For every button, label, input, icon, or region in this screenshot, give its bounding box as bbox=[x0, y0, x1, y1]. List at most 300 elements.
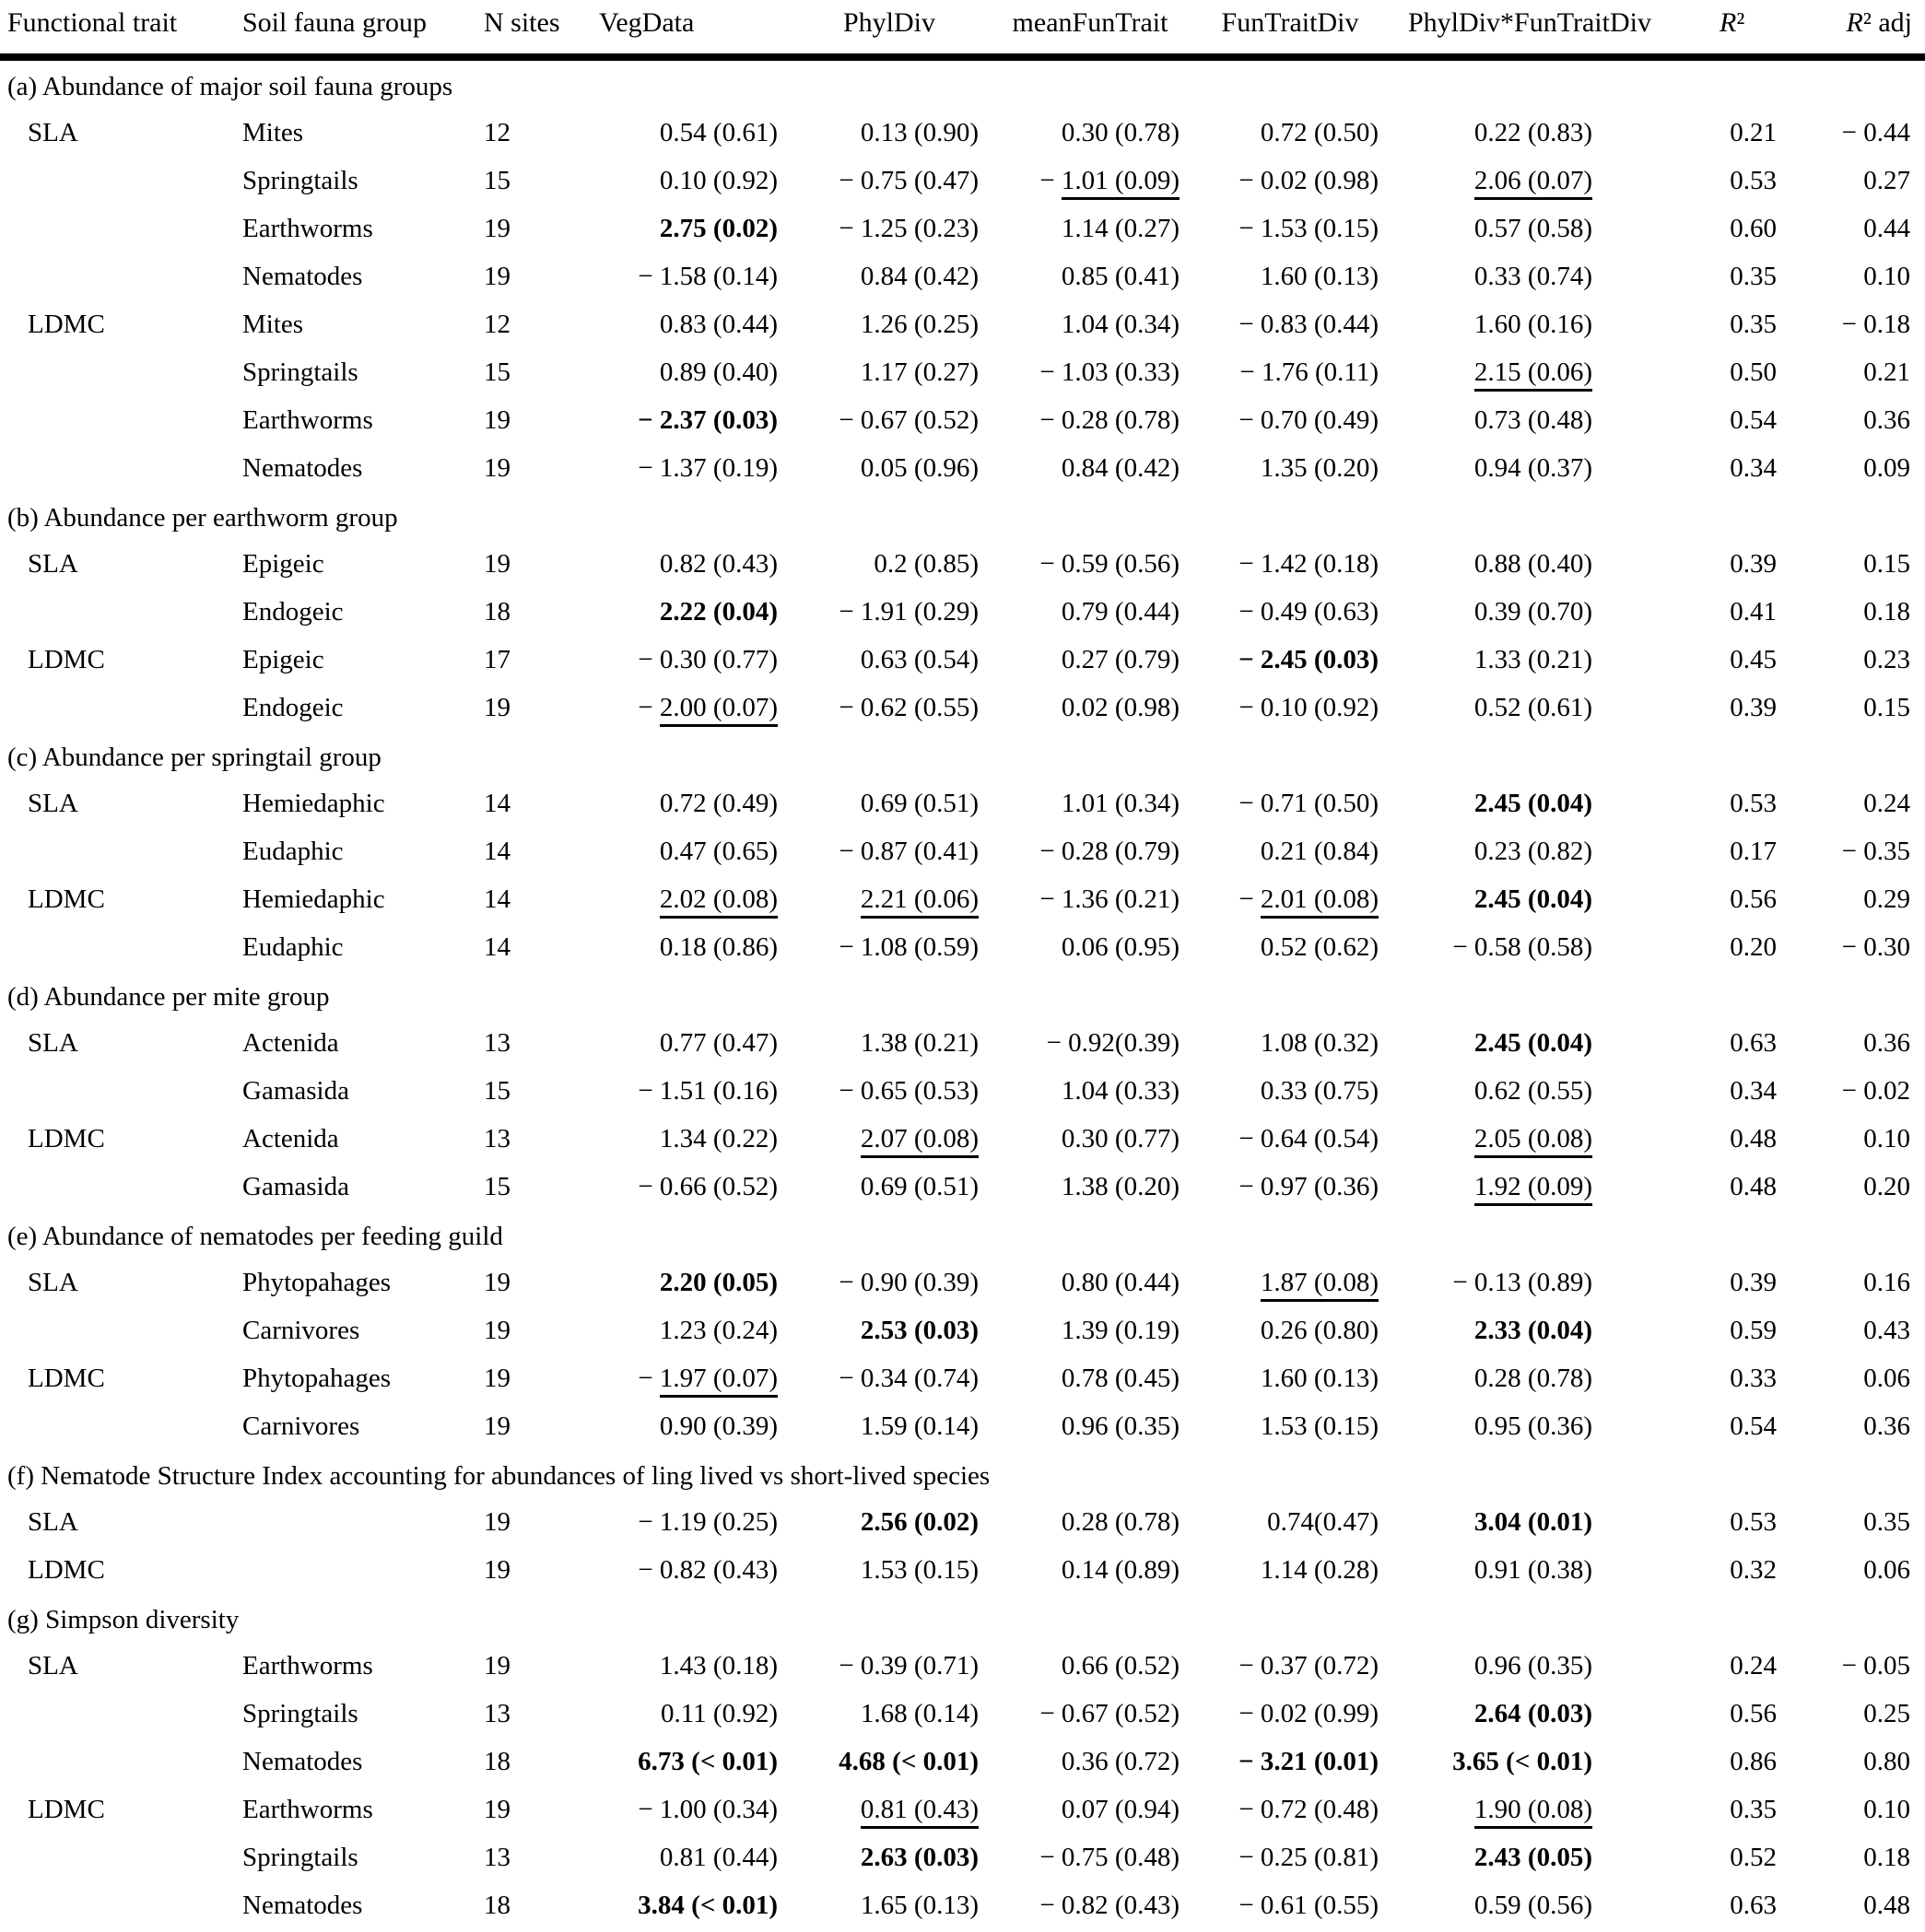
cell-funtraitdiv: 0.52 (0.62) bbox=[1260, 931, 1379, 962]
cell-n-sites: 15 bbox=[484, 1075, 511, 1106]
cell-vegdata: 1.23 (0.24) bbox=[659, 1315, 778, 1345]
cell-r2-adj: − 0.02 bbox=[1841, 1075, 1910, 1106]
underlined-value: 0.81 (0.43) bbox=[861, 1795, 979, 1829]
table-row bbox=[0, 1690, 1925, 1738]
cell-soil-fauna-group: Epigeic bbox=[242, 548, 324, 579]
cell-n-sites: 13 bbox=[484, 1698, 511, 1728]
cell-funtraitdiv bbox=[1191, 1259, 1390, 1306]
cell-r2-adj: − 0.18 bbox=[1841, 309, 1910, 339]
cell-functional-trait: SLA bbox=[28, 788, 78, 818]
cell-meanfuntrait: 0.78 (0.45) bbox=[1061, 1363, 1180, 1393]
cell-functional-trait: LDMC bbox=[28, 884, 105, 914]
table-row bbox=[0, 205, 1925, 252]
cell-phyldiv: − 0.34 (0.74) bbox=[839, 1363, 979, 1393]
table-row bbox=[0, 1163, 1925, 1211]
cell-functional-trait bbox=[0, 923, 233, 971]
cell-functional-trait bbox=[0, 444, 233, 492]
underlined-value: 1.90 (0.08) bbox=[1474, 1795, 1592, 1829]
cell-vegdata: − 1.97 (0.07) bbox=[588, 1354, 789, 1402]
underlined-value: 1.01 (0.09) bbox=[1062, 166, 1180, 200]
cell-functional-trait bbox=[0, 157, 233, 205]
cell-meanfuntrait: 0.07 (0.94) bbox=[1061, 1794, 1180, 1824]
cell-funtraitdiv: − 1.42 (0.18) bbox=[1238, 548, 1379, 579]
cell-soil-fauna-group: Earthworms bbox=[242, 1794, 373, 1824]
cell-phyldiv: 1.65 (0.13) bbox=[860, 1890, 979, 1920]
cell-r2: 0.39 bbox=[1730, 1267, 1777, 1297]
cell-vegdata bbox=[588, 396, 789, 444]
cell-phyldiv-funtraitdiv bbox=[1390, 157, 1694, 205]
bold-value: − 2.45 (0.03) bbox=[1238, 644, 1379, 674]
cell-vegdata: 0.83 (0.44) bbox=[659, 309, 778, 339]
bold-value: 2.33 (0.04) bbox=[1473, 1315, 1592, 1345]
cell-functional-trait: SLA bbox=[28, 1027, 78, 1058]
cell-r2: 0.53 bbox=[1730, 165, 1777, 195]
cell-meanfuntrait: 0.85 (0.41) bbox=[1061, 261, 1180, 291]
cell-n-sites: 14 bbox=[484, 788, 511, 818]
cell-phyldiv-funtraitdiv: 1.33 (0.21) bbox=[1473, 644, 1592, 674]
cell-meanfuntrait: − 0.28 (0.79) bbox=[1039, 836, 1180, 866]
cell-vegdata bbox=[588, 1259, 789, 1306]
cell-meanfuntrait: − 0.75 (0.48) bbox=[1039, 1842, 1180, 1872]
section-header-row bbox=[0, 1211, 1925, 1259]
cell-n-sites: 19 bbox=[484, 692, 511, 722]
table-row bbox=[0, 396, 1925, 444]
section-label: (f) Nematode Structure Index accounting for abundances of ling lived vs short-lived species bbox=[7, 1460, 991, 1491]
cell-soil-fauna-group bbox=[233, 1546, 475, 1594]
table-row bbox=[0, 1067, 1925, 1115]
cell-vegdata: − 0.66 (0.52) bbox=[638, 1171, 778, 1201]
column-header-phyldiv: PhylDiv bbox=[789, 0, 990, 57]
cell-vegdata: 0.89 (0.40) bbox=[659, 357, 778, 387]
cell-soil-fauna-group: Earthworms bbox=[242, 213, 373, 243]
cell-r2: 0.63 bbox=[1730, 1027, 1777, 1058]
cell-phyldiv bbox=[789, 875, 990, 923]
cell-r2-adj: 0.15 bbox=[1863, 548, 1910, 579]
table-row bbox=[0, 252, 1925, 300]
cell-r2: 0.21 bbox=[1730, 117, 1777, 147]
table-row bbox=[0, 1786, 1925, 1833]
cell-phyldiv-funtraitdiv: 0.57 (0.58) bbox=[1473, 213, 1592, 243]
section-label: (b) Abundance per earthworm group bbox=[7, 502, 398, 533]
cell-soil-fauna-group: Springtails bbox=[242, 357, 358, 387]
cell-functional-trait: SLA bbox=[28, 548, 78, 579]
cell-phyldiv-funtraitdiv bbox=[1390, 1306, 1694, 1354]
cell-phyldiv bbox=[789, 1115, 990, 1163]
cell-functional-trait bbox=[0, 396, 233, 444]
cell-functional-trait: LDMC bbox=[28, 309, 105, 339]
cell-funtraitdiv: − 0.97 (0.36) bbox=[1238, 1171, 1379, 1201]
cell-phyldiv-funtraitdiv bbox=[1390, 875, 1694, 923]
cell-soil-fauna-group: Endogeic bbox=[242, 692, 344, 722]
cell-phyldiv: 0.84 (0.42) bbox=[860, 261, 979, 291]
cell-phyldiv: 0.2 (0.85) bbox=[874, 548, 979, 579]
column-header-soil-fauna-group: Soil fauna group bbox=[233, 0, 475, 57]
cell-r2-adj: 0.10 bbox=[1863, 1794, 1910, 1824]
cell-vegdata bbox=[588, 1881, 789, 1929]
cell-phyldiv-funtraitdiv bbox=[1390, 1690, 1694, 1738]
table-row bbox=[0, 1019, 1925, 1067]
section-header-row bbox=[0, 57, 1925, 109]
cell-n-sites: 17 bbox=[484, 644, 511, 674]
bold-value: − 3.21 (0.01) bbox=[1238, 1746, 1379, 1776]
cell-meanfuntrait: − 1.03 (0.33) bbox=[1039, 357, 1180, 387]
bold-value: 2.20 (0.05) bbox=[659, 1267, 778, 1297]
cell-functional-trait bbox=[0, 252, 233, 300]
cell-n-sites: 13 bbox=[484, 1027, 511, 1058]
table-row bbox=[0, 1354, 1925, 1402]
cell-functional-trait bbox=[0, 348, 233, 396]
cell-r2-adj: 0.09 bbox=[1863, 452, 1910, 483]
cell-phyldiv: − 0.62 (0.55) bbox=[839, 692, 979, 722]
cell-n-sites: 19 bbox=[484, 1506, 511, 1537]
cell-r2-adj: 0.06 bbox=[1863, 1554, 1910, 1585]
cell-vegdata: 0.90 (0.39) bbox=[659, 1411, 778, 1441]
cell-vegdata bbox=[588, 205, 789, 252]
cell-phyldiv-funtraitdiv: 0.59 (0.56) bbox=[1473, 1890, 1592, 1920]
cell-vegdata: 0.47 (0.65) bbox=[659, 836, 778, 866]
cell-n-sites: 18 bbox=[484, 1746, 511, 1776]
cell-vegdata bbox=[588, 875, 789, 923]
section-header-row bbox=[0, 492, 1925, 540]
cell-soil-fauna-group bbox=[233, 1498, 475, 1546]
cell-n-sites: 15 bbox=[484, 1171, 511, 1201]
table-row bbox=[0, 1306, 1925, 1354]
cell-phyldiv-funtraitdiv bbox=[1390, 1498, 1694, 1546]
cell-funtraitdiv: 1.60 (0.13) bbox=[1260, 261, 1379, 291]
cell-r2: 0.50 bbox=[1730, 357, 1777, 387]
cell-functional-trait bbox=[0, 1881, 233, 1929]
cell-r2-adj: 0.25 bbox=[1863, 1698, 1910, 1728]
bold-value: − 2.37 (0.03) bbox=[638, 404, 778, 435]
cell-funtraitdiv: 1.60 (0.13) bbox=[1260, 1363, 1379, 1393]
cell-r2: 0.54 bbox=[1730, 1411, 1777, 1441]
cell-phyldiv-funtraitdiv: 0.73 (0.48) bbox=[1473, 404, 1592, 435]
cell-n-sites: 12 bbox=[484, 117, 511, 147]
cell-functional-trait bbox=[0, 1738, 233, 1786]
bold-value: 2.53 (0.03) bbox=[860, 1315, 979, 1345]
bold-value: 4.68 (< 0.01) bbox=[839, 1746, 979, 1776]
bold-value: 2.22 (0.04) bbox=[659, 596, 778, 626]
cell-funtraitdiv: − 1.76 (0.11) bbox=[1239, 357, 1379, 387]
cell-phyldiv-funtraitdiv bbox=[1390, 779, 1694, 827]
cell-meanfuntrait: 1.14 (0.27) bbox=[1061, 213, 1180, 243]
cell-soil-fauna-group: Gamasida bbox=[242, 1171, 349, 1201]
bold-value: 2.45 (0.04) bbox=[1473, 788, 1592, 818]
cell-meanfuntrait: 1.01 (0.34) bbox=[1061, 788, 1180, 818]
cell-n-sites: 14 bbox=[484, 836, 511, 866]
cell-funtraitdiv: − 0.02 (0.98) bbox=[1238, 165, 1379, 195]
cell-meanfuntrait: 0.96 (0.35) bbox=[1061, 1411, 1180, 1441]
cell-phyldiv-funtraitdiv bbox=[1390, 1163, 1694, 1211]
cell-soil-fauna-group: Endogeic bbox=[242, 596, 344, 626]
cell-soil-fauna-group: Carnivores bbox=[242, 1411, 360, 1441]
cell-r2-adj: 0.20 bbox=[1863, 1171, 1910, 1201]
cell-funtraitdiv: − 0.61 (0.55) bbox=[1238, 1890, 1379, 1920]
underlined-value: 2.15 (0.06) bbox=[1474, 357, 1592, 392]
cell-vegdata bbox=[588, 1738, 789, 1786]
bold-value: 2.45 (0.04) bbox=[1473, 1027, 1592, 1058]
cell-phyldiv-funtraitdiv: 0.22 (0.83) bbox=[1473, 117, 1592, 147]
cell-phyldiv: − 0.87 (0.41) bbox=[839, 836, 979, 866]
cell-soil-fauna-group: Springtails bbox=[242, 165, 358, 195]
cell-meanfuntrait: 0.14 (0.89) bbox=[1061, 1554, 1180, 1585]
cell-phyldiv: 1.38 (0.21) bbox=[860, 1027, 979, 1058]
section-header-row bbox=[0, 732, 1925, 779]
cell-n-sites: 15 bbox=[484, 357, 511, 387]
cell-r2: 0.34 bbox=[1730, 452, 1777, 483]
underlined-value: 1.87 (0.08) bbox=[1261, 1268, 1379, 1302]
cell-vegdata: − 1.58 (0.14) bbox=[638, 261, 778, 291]
cell-phyldiv-funtraitdiv: 0.88 (0.40) bbox=[1473, 548, 1592, 579]
cell-r2: 0.52 bbox=[1730, 1842, 1777, 1872]
column-header-functional-trait: Functional trait bbox=[0, 0, 233, 57]
cell-phyldiv: 1.68 (0.14) bbox=[860, 1698, 979, 1728]
cell-r2: 0.56 bbox=[1730, 1698, 1777, 1728]
cell-phyldiv: − 1.08 (0.59) bbox=[839, 931, 979, 962]
cell-vegdata: 0.82 (0.43) bbox=[659, 548, 778, 579]
table-row bbox=[0, 444, 1925, 492]
cell-r2: 0.60 bbox=[1730, 213, 1777, 243]
cell-functional-trait: SLA bbox=[28, 1650, 78, 1680]
cell-phyldiv-funtraitdiv: 0.39 (0.70) bbox=[1473, 596, 1592, 626]
cell-meanfuntrait: 0.27 (0.79) bbox=[1061, 644, 1180, 674]
cell-soil-fauna-group: Earthworms bbox=[242, 404, 373, 435]
cell-funtraitdiv: − 0.25 (0.81) bbox=[1238, 1842, 1379, 1872]
cell-vegdata: 0.11 (0.92) bbox=[661, 1698, 778, 1728]
section-label: (c) Abundance per springtail group bbox=[7, 742, 381, 772]
bold-value: 3.65 (< 0.01) bbox=[1452, 1746, 1592, 1776]
cell-r2-adj: 0.23 bbox=[1863, 644, 1910, 674]
cell-funtraitdiv: 0.72 (0.50) bbox=[1260, 117, 1379, 147]
cell-soil-fauna-group: Epigeic bbox=[242, 644, 324, 674]
cell-r2: 0.20 bbox=[1730, 931, 1777, 962]
cell-meanfuntrait: − 0.92(0.39) bbox=[1046, 1027, 1180, 1058]
cell-phyldiv-funtraitdiv: 0.23 (0.82) bbox=[1473, 836, 1592, 866]
cell-funtraitdiv: 0.26 (0.80) bbox=[1260, 1315, 1379, 1345]
cell-phyldiv-funtraitdiv: − 0.13 (0.89) bbox=[1452, 1267, 1592, 1297]
cell-meanfuntrait: 0.30 (0.77) bbox=[1061, 1123, 1180, 1153]
section-header-row bbox=[0, 1594, 1925, 1642]
table-row bbox=[0, 540, 1925, 588]
column-header-r2: R² bbox=[1694, 0, 1799, 57]
cell-r2: 0.86 bbox=[1730, 1746, 1777, 1776]
bold-value: 2.56 (0.02) bbox=[860, 1506, 979, 1537]
cell-meanfuntrait: − 1.36 (0.21) bbox=[1039, 884, 1180, 914]
cell-r2-adj: 0.29 bbox=[1863, 884, 1910, 914]
cell-n-sites: 19 bbox=[484, 1794, 511, 1824]
bold-value: 2.75 (0.02) bbox=[659, 213, 778, 243]
bold-value: 2.43 (0.05) bbox=[1473, 1842, 1592, 1872]
cell-n-sites: 19 bbox=[484, 1411, 511, 1441]
cell-funtraitdiv: 1.53 (0.15) bbox=[1260, 1411, 1379, 1441]
cell-soil-fauna-group: Phytopahages bbox=[242, 1267, 392, 1297]
cell-phyldiv-funtraitdiv bbox=[1390, 1738, 1694, 1786]
table-row bbox=[0, 636, 1925, 684]
cell-r2: 0.39 bbox=[1730, 548, 1777, 579]
cell-r2-adj: 0.36 bbox=[1863, 404, 1910, 435]
table-row bbox=[0, 1833, 1925, 1881]
cell-meanfuntrait: − 0.82 (0.43) bbox=[1039, 1890, 1180, 1920]
cell-phyldiv bbox=[789, 1738, 990, 1786]
cell-r2-adj: 0.18 bbox=[1863, 596, 1910, 626]
cell-vegdata: 0.77 (0.47) bbox=[659, 1027, 778, 1058]
cell-phyldiv-funtraitdiv: 0.94 (0.37) bbox=[1473, 452, 1592, 483]
cell-n-sites: 19 bbox=[484, 1315, 511, 1345]
underlined-value: 1.97 (0.07) bbox=[660, 1364, 778, 1398]
cell-phyldiv-funtraitdiv bbox=[1390, 1115, 1694, 1163]
cell-soil-fauna-group: Hemiedaphic bbox=[242, 788, 385, 818]
table-row bbox=[0, 1115, 1925, 1163]
underlined-value: 2.07 (0.08) bbox=[861, 1124, 979, 1158]
cell-r2-adj: 0.10 bbox=[1863, 261, 1910, 291]
cell-r2-adj: 0.24 bbox=[1863, 788, 1910, 818]
cell-meanfuntrait: − 0.67 (0.52) bbox=[1039, 1698, 1180, 1728]
cell-r2: 0.34 bbox=[1730, 1075, 1777, 1106]
cell-funtraitdiv: 1.14 (0.28) bbox=[1260, 1554, 1379, 1585]
table-row bbox=[0, 1881, 1925, 1929]
cell-phyldiv-funtraitdiv: 0.28 (0.78) bbox=[1473, 1363, 1592, 1393]
cell-phyldiv: 1.59 (0.14) bbox=[860, 1411, 979, 1441]
column-header-vegdata: VegData bbox=[588, 0, 789, 57]
cell-n-sites: 19 bbox=[484, 404, 511, 435]
cell-r2-adj: 0.18 bbox=[1863, 1842, 1910, 1872]
table-row bbox=[0, 923, 1925, 971]
cell-vegdata: − 1.00 (0.34) bbox=[638, 1794, 778, 1824]
cell-r2-adj: 0.16 bbox=[1863, 1267, 1910, 1297]
cell-phyldiv: 1.53 (0.15) bbox=[860, 1554, 979, 1585]
cell-n-sites: 13 bbox=[484, 1123, 511, 1153]
cell-soil-fauna-group: Springtails bbox=[242, 1842, 358, 1872]
cell-soil-fauna-group: Nematodes bbox=[242, 452, 363, 483]
cell-meanfuntrait: 0.06 (0.95) bbox=[1061, 931, 1180, 962]
underlined-value: 1.92 (0.09) bbox=[1474, 1172, 1592, 1206]
cell-phyldiv bbox=[789, 1833, 990, 1881]
cell-r2: 0.56 bbox=[1730, 884, 1777, 914]
cell-r2-adj: − 0.44 bbox=[1841, 117, 1910, 147]
cell-vegdata: − 1.19 (0.25) bbox=[638, 1506, 778, 1537]
cell-phyldiv bbox=[789, 1498, 990, 1546]
cell-funtraitdiv: 1.35 (0.20) bbox=[1260, 452, 1379, 483]
cell-n-sites: 15 bbox=[484, 165, 511, 195]
cell-r2-adj: 0.80 bbox=[1863, 1746, 1910, 1776]
cell-meanfuntrait: 0.66 (0.52) bbox=[1061, 1650, 1180, 1680]
cell-vegdata: 0.81 (0.44) bbox=[659, 1842, 778, 1872]
cell-soil-fauna-group: Carnivores bbox=[242, 1315, 360, 1345]
cell-funtraitdiv bbox=[1191, 636, 1390, 684]
cell-funtraitdiv: − 0.02 (0.99) bbox=[1238, 1698, 1379, 1728]
cell-functional-trait: LDMC bbox=[28, 1794, 105, 1824]
cell-funtraitdiv: − 0.64 (0.54) bbox=[1238, 1123, 1379, 1153]
section-label: (d) Abundance per mite group bbox=[7, 981, 330, 1012]
cell-functional-trait bbox=[0, 1402, 233, 1450]
cell-funtraitdiv: − 0.70 (0.49) bbox=[1238, 404, 1379, 435]
cell-r2-adj: 0.21 bbox=[1863, 357, 1910, 387]
cell-meanfuntrait: 1.38 (0.20) bbox=[1061, 1171, 1180, 1201]
cell-r2-adj: 0.35 bbox=[1863, 1506, 1910, 1537]
column-header-n-sites: N sites bbox=[475, 0, 588, 57]
cell-functional-trait: LDMC bbox=[28, 1554, 105, 1585]
cell-functional-trait: SLA bbox=[28, 1506, 78, 1537]
column-header-funtraitdiv: FunTraitDiv bbox=[1191, 0, 1390, 57]
cell-phyldiv-funtraitdiv: 0.95 (0.36) bbox=[1473, 1411, 1592, 1441]
cell-funtraitdiv bbox=[1191, 1738, 1390, 1786]
column-header-r2-adj: R² adj bbox=[1799, 0, 1925, 57]
cell-r2: 0.17 bbox=[1730, 836, 1777, 866]
cell-r2: 0.39 bbox=[1730, 692, 1777, 722]
cell-functional-trait: SLA bbox=[28, 117, 78, 147]
cell-functional-trait bbox=[0, 1690, 233, 1738]
table-row bbox=[0, 1498, 1925, 1546]
table-row bbox=[0, 1738, 1925, 1786]
cell-r2: 0.59 bbox=[1730, 1315, 1777, 1345]
cell-soil-fauna-group: Nematodes bbox=[242, 261, 363, 291]
cell-functional-trait bbox=[0, 1306, 233, 1354]
cell-vegdata: − 0.82 (0.43) bbox=[638, 1554, 778, 1585]
cell-funtraitdiv: 0.74(0.47) bbox=[1267, 1506, 1379, 1537]
cell-phyldiv: 0.63 (0.54) bbox=[860, 644, 979, 674]
cell-meanfuntrait: 0.30 (0.78) bbox=[1061, 117, 1180, 147]
cell-phyldiv: − 0.65 (0.53) bbox=[839, 1075, 979, 1106]
cell-functional-trait: SLA bbox=[28, 1267, 78, 1297]
cell-meanfuntrait: − 0.28 (0.78) bbox=[1039, 404, 1180, 435]
cell-phyldiv-funtraitdiv bbox=[1390, 348, 1694, 396]
cell-meanfuntrait: 1.04 (0.34) bbox=[1061, 309, 1180, 339]
cell-r2: 0.54 bbox=[1730, 404, 1777, 435]
cell-phyldiv: − 1.91 (0.29) bbox=[839, 596, 979, 626]
cell-funtraitdiv: − 0.37 (0.72) bbox=[1238, 1650, 1379, 1680]
cell-functional-trait: LDMC bbox=[28, 1123, 105, 1153]
cell-n-sites: 19 bbox=[484, 452, 511, 483]
cell-r2-adj: 0.48 bbox=[1863, 1890, 1910, 1920]
column-header-phyldiv-funtraitdiv: PhylDiv*FunTraitDiv bbox=[1390, 0, 1694, 57]
underlined-value: 2.06 (0.07) bbox=[1474, 166, 1592, 200]
cell-r2-adj: − 0.05 bbox=[1841, 1650, 1910, 1680]
cell-phyldiv-funtraitdiv bbox=[1390, 1019, 1694, 1067]
underlined-value: 2.21 (0.06) bbox=[861, 884, 979, 919]
cell-phyldiv-funtraitdiv: 0.91 (0.38) bbox=[1473, 1554, 1592, 1585]
cell-r2: 0.41 bbox=[1730, 596, 1777, 626]
cell-functional-trait bbox=[0, 588, 233, 636]
table-row bbox=[0, 348, 1925, 396]
cell-soil-fauna-group: Actenida bbox=[242, 1123, 339, 1153]
cell-soil-fauna-group: Springtails bbox=[242, 1698, 358, 1728]
cell-r2-adj: 0.10 bbox=[1863, 1123, 1910, 1153]
table-row bbox=[0, 827, 1925, 875]
cell-meanfuntrait: 1.04 (0.33) bbox=[1061, 1075, 1180, 1106]
cell-funtraitdiv: − 0.83 (0.44) bbox=[1238, 309, 1379, 339]
cell-r2: 0.32 bbox=[1730, 1554, 1777, 1585]
cell-funtraitdiv: − 0.10 (0.92) bbox=[1238, 692, 1379, 722]
cell-phyldiv bbox=[789, 1306, 990, 1354]
table-row bbox=[0, 779, 1925, 827]
section-label: (a) Abundance of major soil fauna groups bbox=[7, 71, 453, 101]
table-row bbox=[0, 1259, 1925, 1306]
cell-soil-fauna-group: Mites bbox=[242, 117, 304, 147]
cell-meanfuntrait: 0.79 (0.44) bbox=[1061, 596, 1180, 626]
bold-value: 2.64 (0.03) bbox=[1473, 1698, 1592, 1728]
cell-vegdata: − 2.00 (0.07) bbox=[588, 684, 789, 732]
cell-phyldiv: − 0.39 (0.71) bbox=[839, 1650, 979, 1680]
cell-vegdata: 1.34 (0.22) bbox=[659, 1123, 778, 1153]
cell-soil-fauna-group: Phytopahages bbox=[242, 1363, 392, 1393]
cell-funtraitdiv: 0.33 (0.75) bbox=[1260, 1075, 1379, 1106]
table-row bbox=[0, 109, 1925, 157]
cell-vegdata: 0.54 (0.61) bbox=[659, 117, 778, 147]
cell-r2: 0.48 bbox=[1730, 1171, 1777, 1201]
cell-r2-adj: 0.36 bbox=[1863, 1411, 1910, 1441]
cell-funtraitdiv: − 0.49 (0.63) bbox=[1238, 596, 1379, 626]
table-header-row bbox=[0, 0, 1925, 57]
